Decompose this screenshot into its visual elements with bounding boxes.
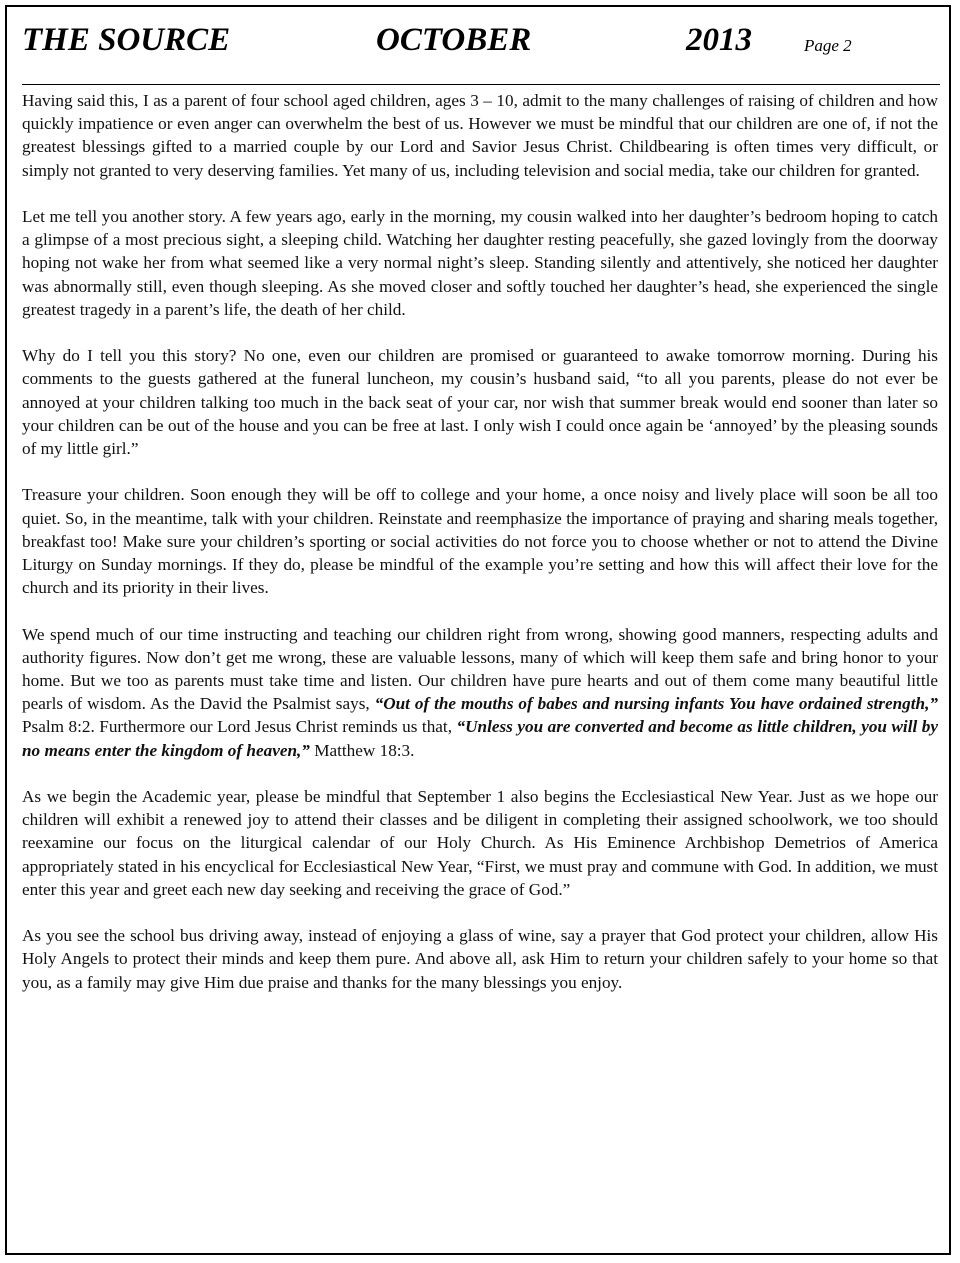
paragraph-5-end: Matthew 18:3.: [309, 740, 415, 760]
page-number: Page 2: [804, 36, 852, 55]
paragraph-7: As you see the school bus driving away, instead of enjoying a glass of wine, say a prayer that God protect your children, allow His Holy Angels to protect their minds and keep them pure. And above all, ask Him to return your children safely to your home so that you, as a family may give Him due praise and thanks for the many blessings you enjoy.: [22, 926, 938, 992]
paragraph-1: Having said this, I as a parent of four school aged children, ages 3 – 10, admit to the many challenges of raising of children and how quickly impatience or even anger can overwhelm the best of us. However we must be mindful that our children are one of, if not the greatest blessings gifted to a married couple by our Lord and Savior Jesus Christ. Childbearing is often times very difficult, or simply not granted to very deserving families. Yet many of us, including television and social media, take our children for granted.: [22, 91, 938, 180]
header-divider: [22, 84, 940, 85]
gospel-quote: “Unless you are converted and become as little children, you will by no means enter the kingdom of heaven,”: [22, 717, 938, 760]
newsletter-header: [22, 22, 940, 70]
paragraph-5: [22, 623, 938, 762]
paragraph-5-mid: Psalm 8:2. Furthermore our Lord Jesus Christ reminds us that,: [22, 717, 457, 737]
issue-year: 2013: [686, 22, 752, 58]
newsletter-title: THE SOURCE: [22, 22, 231, 58]
paragraph-4: Treasure your children. Soon enough they will be off to college and your home, a once noisy and lively place will soon be all too quiet. So, in the meantime, talk with your children. Reinstate and reemphasize the importance of praying and sharing meals together, breakfast too! Make sure your children’s sporting or social activities do not force you to choose whether or not to attend the Divine Liturgy on Sunday mornings. If they do, please be mindful of the example you’re setting and how this will affect their love for the church and its priority in their lives.: [22, 485, 938, 598]
issue-month: OCTOBER: [376, 22, 532, 58]
paragraph-6: As we begin the Academic year, please be mindful that September 1 also begins the Ecclesiastical New Year. Just as we hope our children will exhibit a renewed joy to attend their classes and be diligent in completing their assigned schoolwork, we too should reexamine our focus on the liturgical calendar of our Holy Church. As His Eminence Archbishop Demetrios of America appropriately stated in his encyclical for Ecclesiastical New Year, “First, we must pray and commune with God. In addition, we must enter this year and greet each new day seeking and receiving the grace of God.”: [22, 787, 938, 899]
article-body: [22, 89, 938, 1017]
paragraph-2: Let me tell you another story. A few years ago, early in the morning, my cousin walked into her daughter’s bedroom hoping to catch a glimpse of a most precious sight, a sleeping child. Watching her daughter resting peacefully, she gazed lovingly from the doorway hoping not wake her from what seemed like a very normal night’s sleep. Standing silently and attentively, she noticed her daughter was abnormally still, even though sleeping. As she moved closer and softly touched her daughter’s head, she experienced the single greatest tragedy in a parent’s life, the death of her child.: [22, 207, 938, 319]
psalm-quote: “Out of the mouths of babes and nursing infants You have ordained strength,”: [374, 694, 938, 714]
paragraph-5-intro: We spend much of our time instructing and teaching our children right from wrong, showing good manners, respecting adults and authority figures. Now don’t get me wrong, these are valuable lessons, many of which will keep them safe and bring honor to your home. But we too as parents must take time and listen. Our children have pure hearts and out of them come many beautiful little pearls of wisdom. As the David the Psalmist says,: [22, 624, 938, 714]
paragraph-3: Why do I tell you this story? No one, even our children are promised or guaranteed to awake tomorrow morning. During his comments to the guests gathered at the funeral luncheon, my cousin’s husband said, “to all you parents, please do not ever be annoyed at your children talking too much in the back seat of your car, nor wish that summer break would end sooner than later so your children can be out of the house and you can be free at last. I only wish I could once again be ‘annoyed’ by the pleasing sounds of my little girl.”: [22, 346, 938, 459]
